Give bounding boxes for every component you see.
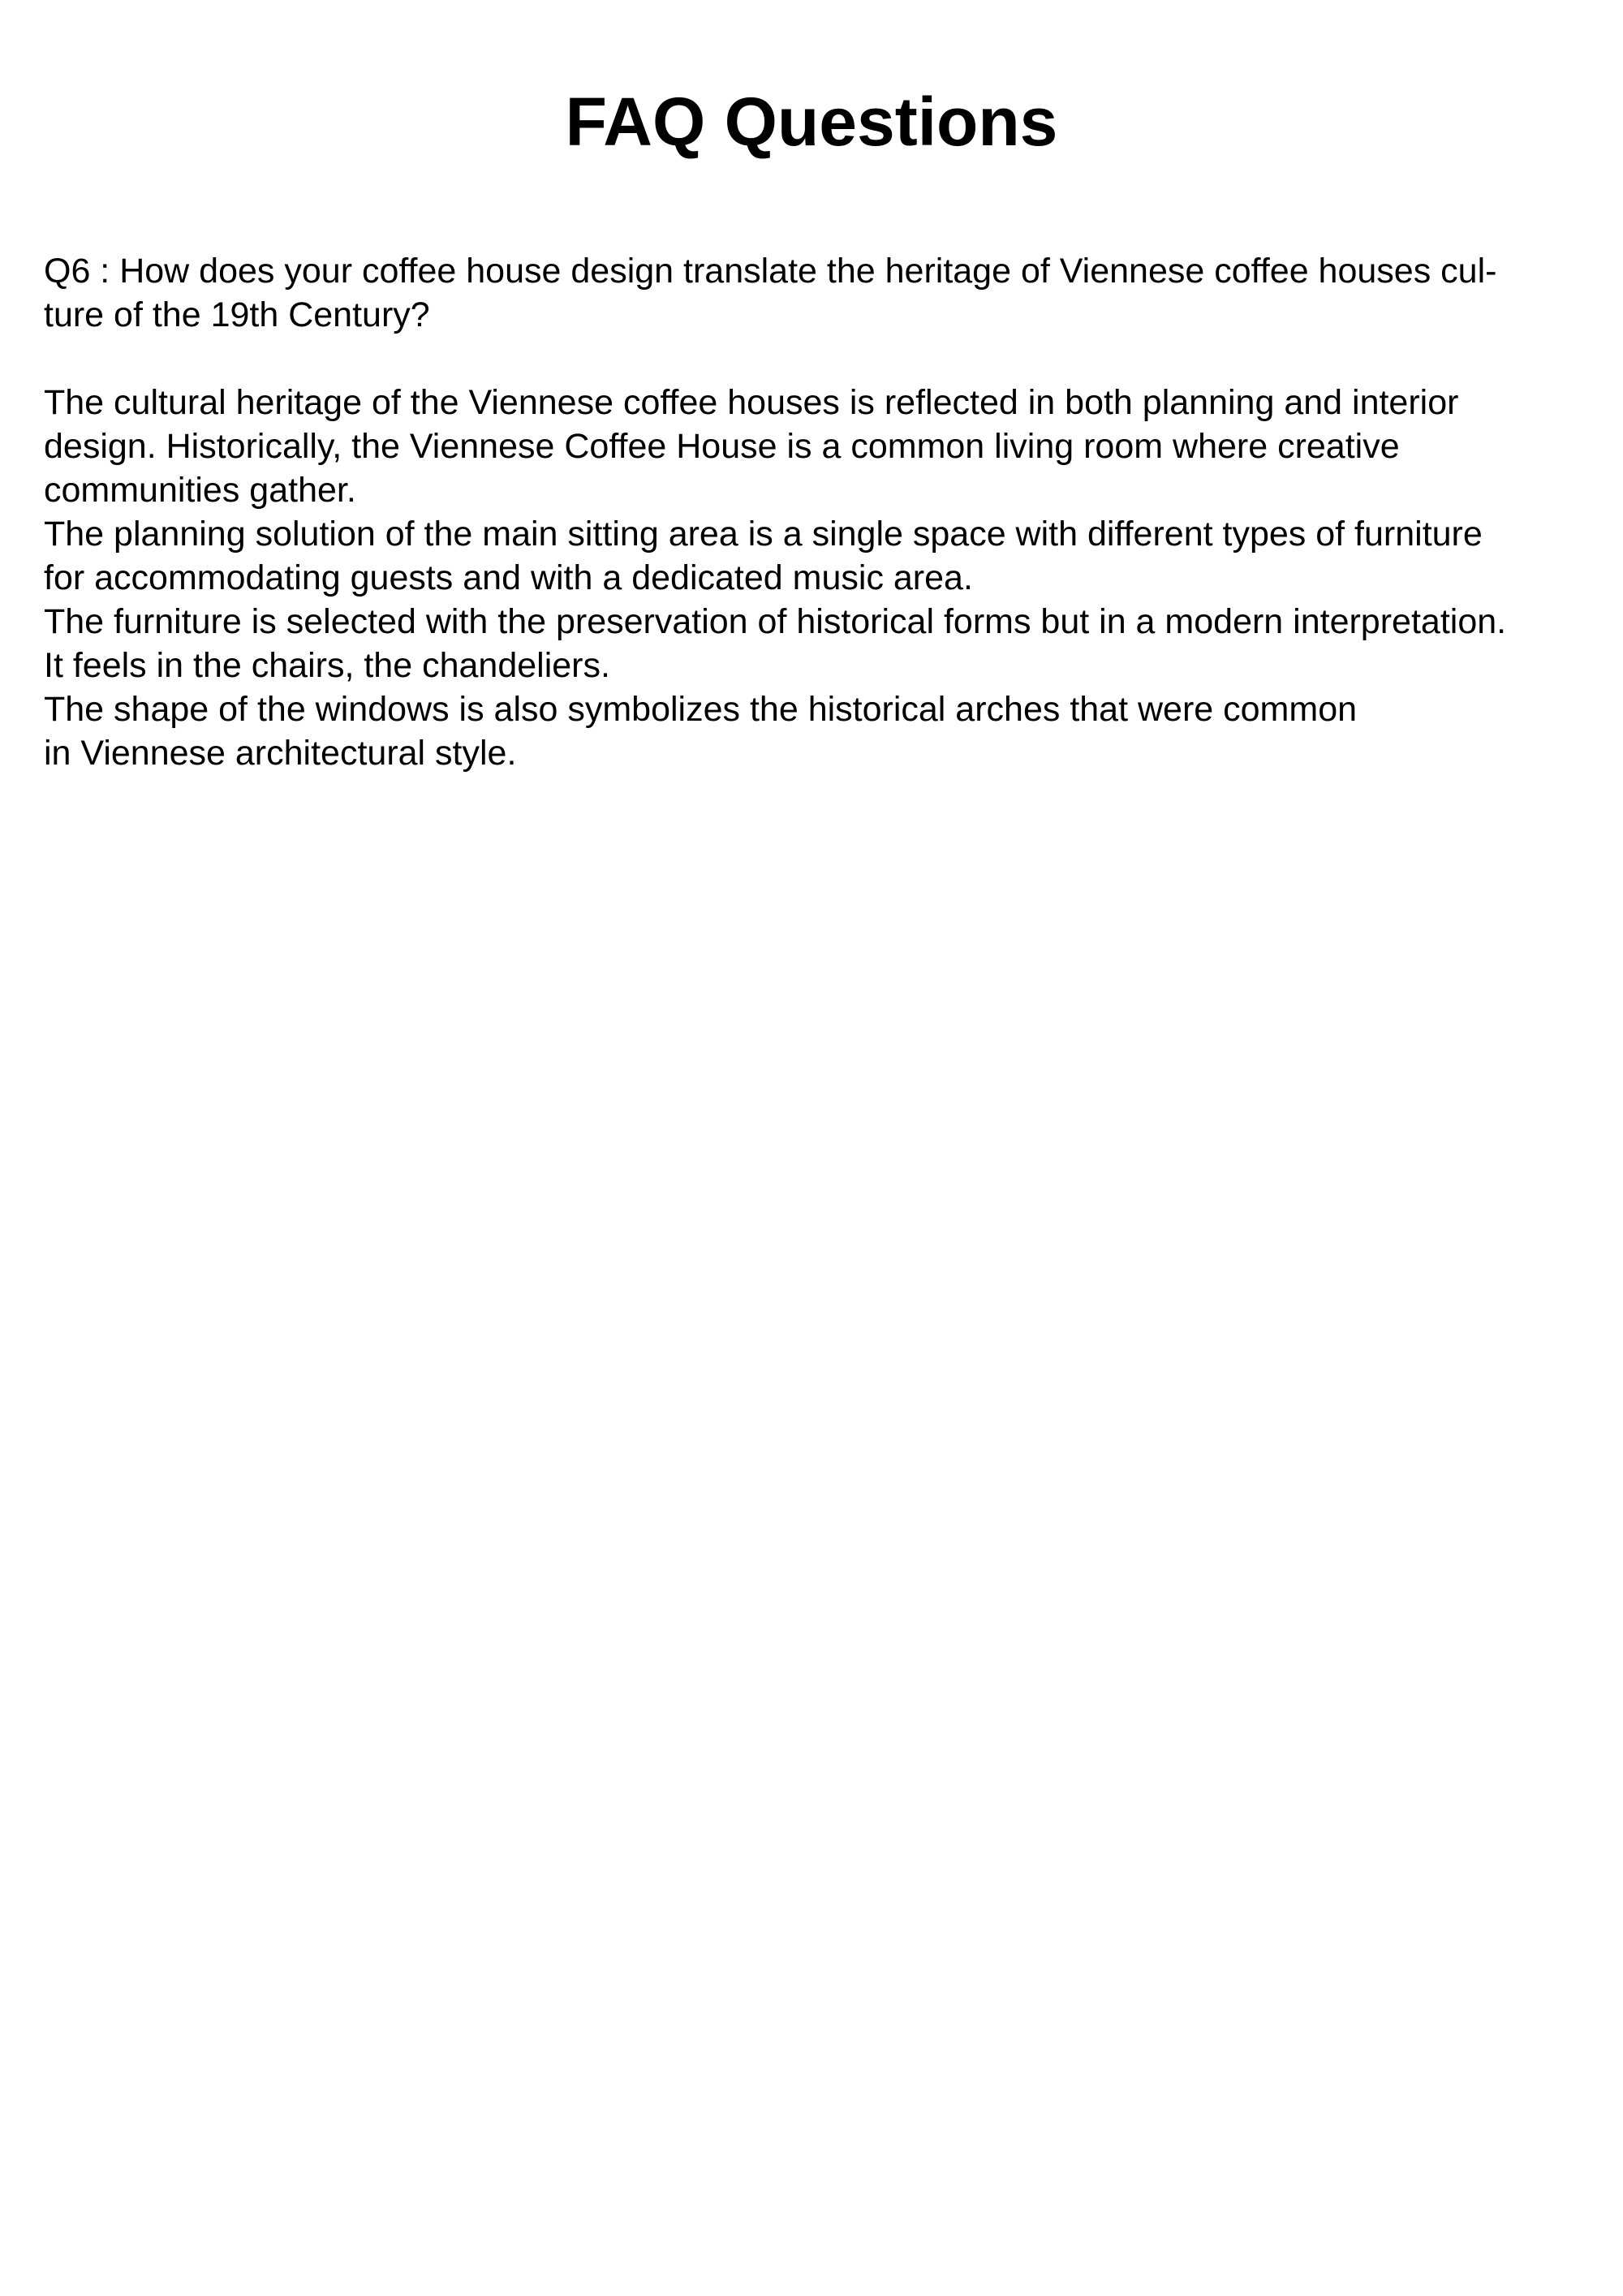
answer-line: for accommodating guests and with a dedicated music area. (44, 558, 973, 597)
answer-line: The shape of the windows is also symbolizes the historical arches that were common (44, 690, 1358, 729)
page-title: FAQ Questions (565, 84, 1058, 160)
faq-answer (44, 381, 1586, 775)
question-line: Q6 : How does your coffee house design translate the heritage of Viennese coffee houses cul- (44, 252, 1497, 291)
faq-question (44, 249, 1586, 337)
answer-line: design. Historically, the Viennese Coffee House is a common living room where creative (44, 427, 1400, 466)
answer-line: It feels in the chairs, the chandeliers. (44, 646, 610, 685)
answer-line: communities gather. (44, 471, 356, 510)
answer-line: The planning solution of the main sitting area is a single space with different types of furniture (44, 515, 1483, 554)
question-line: ture of the 19th Century? (44, 295, 430, 334)
answer-line: The furniture is selected with the preservation of historical forms but in a modern interpretation. (44, 602, 1507, 641)
answer-line: in Viennese architectural style. (44, 734, 517, 773)
answer-line: The cultural heritage of the Viennese coffee houses is reflected in both planning and interior (44, 383, 1459, 422)
